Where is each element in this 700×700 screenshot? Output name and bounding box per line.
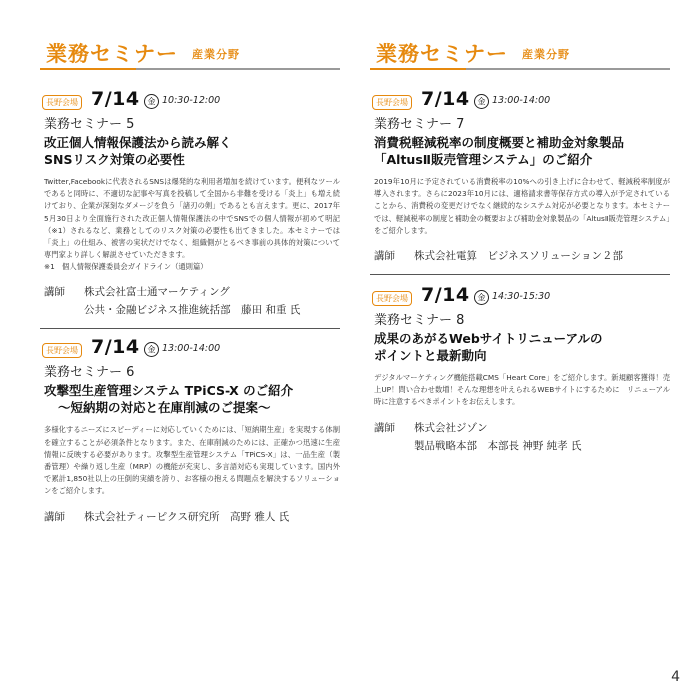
lecturer-label: 講師 — [44, 510, 65, 523]
headline-line: 改正個人情報保護法から読み解く — [44, 135, 232, 150]
seminar-title: 業務セミナー 6 — [44, 365, 135, 381]
headline-line: 〜短納期の対応と在庫削減のご提案〜 — [58, 400, 271, 416]
lecturer-line: 公共・金融ビジネス推進統括部 藤田 和重 氏 — [84, 304, 301, 317]
session-headline — [374, 330, 670, 364]
seminar-5 — [40, 88, 340, 319]
session-headline — [44, 134, 340, 168]
weekday-badge: 金 — [144, 94, 159, 109]
lecturer-line: 製品戦略本部 本部長 神野 純孝 氏 — [414, 439, 582, 452]
headline-line: 消費税軽減税率の制度概要と補助金対象製品 — [374, 135, 625, 150]
session-headline — [44, 382, 340, 416]
left-column — [40, 0, 340, 526]
weekday-badge: 金 — [144, 342, 159, 357]
weekday-badge: 金 — [474, 290, 489, 305]
right-column — [370, 0, 670, 455]
session-date: 7/14 — [91, 88, 140, 110]
session-time: 14:30-15:30 — [492, 291, 551, 303]
lecturer-line: 株式会社電算 ビジネスソリューション２部 — [414, 250, 623, 263]
section-rule — [40, 68, 340, 70]
session-time: 10:30-12:00 — [162, 95, 221, 106]
lecturer — [44, 508, 340, 526]
weekday-badge: 金 — [474, 94, 489, 109]
session-date: 7/14 — [91, 336, 140, 359]
session-date: 7/14 — [421, 88, 470, 110]
lecturer-label: 講師 — [374, 250, 395, 263]
seminar-8 — [370, 274, 670, 455]
venue-badge: 長野会場 — [372, 95, 412, 110]
session-description: デジタルマーケティング機能搭載CMS「Heart Core」をご紹介します。新規顧客獲得！売上UP！問い合わせ数増！そんな理想を叶えられるWEBサイトにするために リニューアル時に注意するべきポイントをお伝えします。 — [374, 373, 670, 407]
section-subtitle: 産業分野 — [522, 48, 570, 61]
section-header — [370, 0, 670, 76]
venue-badge: 長野会場 — [372, 291, 412, 306]
lecturer — [374, 247, 670, 265]
date-line — [370, 88, 670, 112]
headline-line: 成果のあがるWebサイトリニューアルの — [374, 331, 603, 347]
session-description: 2019年10月に予定されている消費税率の10%への引き上げに合わせて、軽減税率制度が導入されます。さらに2023年10月には、適格請求書等保存方式の導入が予定されていることから、消費税の変更だけでなく継続的なシステム対応が必要となります。本セミナーでは、軽減税率の制度と補助金の概要および補助金対象製品の「AltusⅡ販売管理システム」をご紹介します。 — [374, 177, 670, 235]
lecturer-line: 株式会社ジゾン — [414, 421, 488, 434]
headline-line: ポイントと最新動向 — [374, 348, 487, 364]
section-subtitle: 産業分野 — [192, 48, 240, 61]
seminar-7 — [370, 88, 670, 265]
section-rule — [370, 68, 670, 70]
lecturer — [374, 419, 670, 455]
session-date: 7/14 — [421, 284, 470, 307]
date-line — [40, 336, 340, 360]
session-description: 多様化するニーズにスピーディーに対応していくためには、「短納期生産」を実現する体制を確立することが必須条件となります。また、在庫削減のためには、正確かつ迅速に生産情報に反映する必要があります。攻撃型生産管理システム「TPiCS-X」は、一品生産（製番管理）や繰り返し生産（MRP）の機能が充実し、多言語対応も実現しています。国内外で累計1,850社以上の圧倒的実績を誇り、お客様の抱える問題点を解決するソリューションをご紹介します。 — [44, 425, 340, 496]
page-number: 4 — [671, 669, 680, 685]
lecturer-line: 株式会社富士通マーケティング — [84, 286, 230, 299]
session-time: 13:00-14:00 — [492, 95, 551, 106]
session-headline — [374, 134, 670, 168]
seminar-6 — [40, 328, 340, 525]
headline-line: 攻撃型生産管理システム TPiCS-X のご紹介 — [44, 383, 294, 399]
section-header — [40, 0, 340, 76]
headline-line: SNSリスク対策の必要性 — [44, 152, 185, 167]
section-title: 業務セミナー — [46, 41, 178, 66]
venue-badge: 長野会場 — [42, 343, 82, 358]
section-title: 業務セミナー — [376, 41, 508, 66]
lecturer-label: 講師 — [44, 286, 65, 299]
seminar-title: 業務セミナー 7 — [374, 117, 465, 132]
date-line — [40, 88, 340, 112]
session-footnote: ※1 個人情報保護委員会ガイドライン（通則篇） — [44, 262, 208, 272]
headline-line: 「AltusⅡ販売管理システム」のご紹介 — [374, 152, 593, 167]
lecturer — [44, 283, 340, 319]
session-time: 13:00-14:00 — [162, 343, 221, 355]
session-description: Twitter,Facebookに代表されるSNSは爆発的な利用者増加を続けています。便利なツールであると同時に、不適切な記事や写真を投稿して全国から非難を受ける「炎上」も増え続けており、企業が深刻なダメージを負う「諸刃の剣」であるとも言えます。更に、2017年5月30日より全面施行された改正個人情報保護法の中でSNSでの個人情報が初めて明記（※1）されるなど、業務としてのリスク対策の必要性も出てきました。本セミナーでは「炎上」の仕組み、被害の実状だけでなく、組織側がとるべき事前の具体的対策について専門家より詳しく解説させていただきます。 — [44, 177, 340, 260]
seminar-title: 業務セミナー 8 — [374, 313, 465, 329]
lecturer-label: 講師 — [374, 421, 395, 434]
venue-badge: 長野会場 — [42, 95, 82, 110]
lecturer-line: 株式会社ティーピクス研究所 高野 雅人 氏 — [84, 510, 290, 523]
date-line — [370, 284, 670, 308]
seminar-title: 業務セミナー 5 — [44, 117, 135, 132]
